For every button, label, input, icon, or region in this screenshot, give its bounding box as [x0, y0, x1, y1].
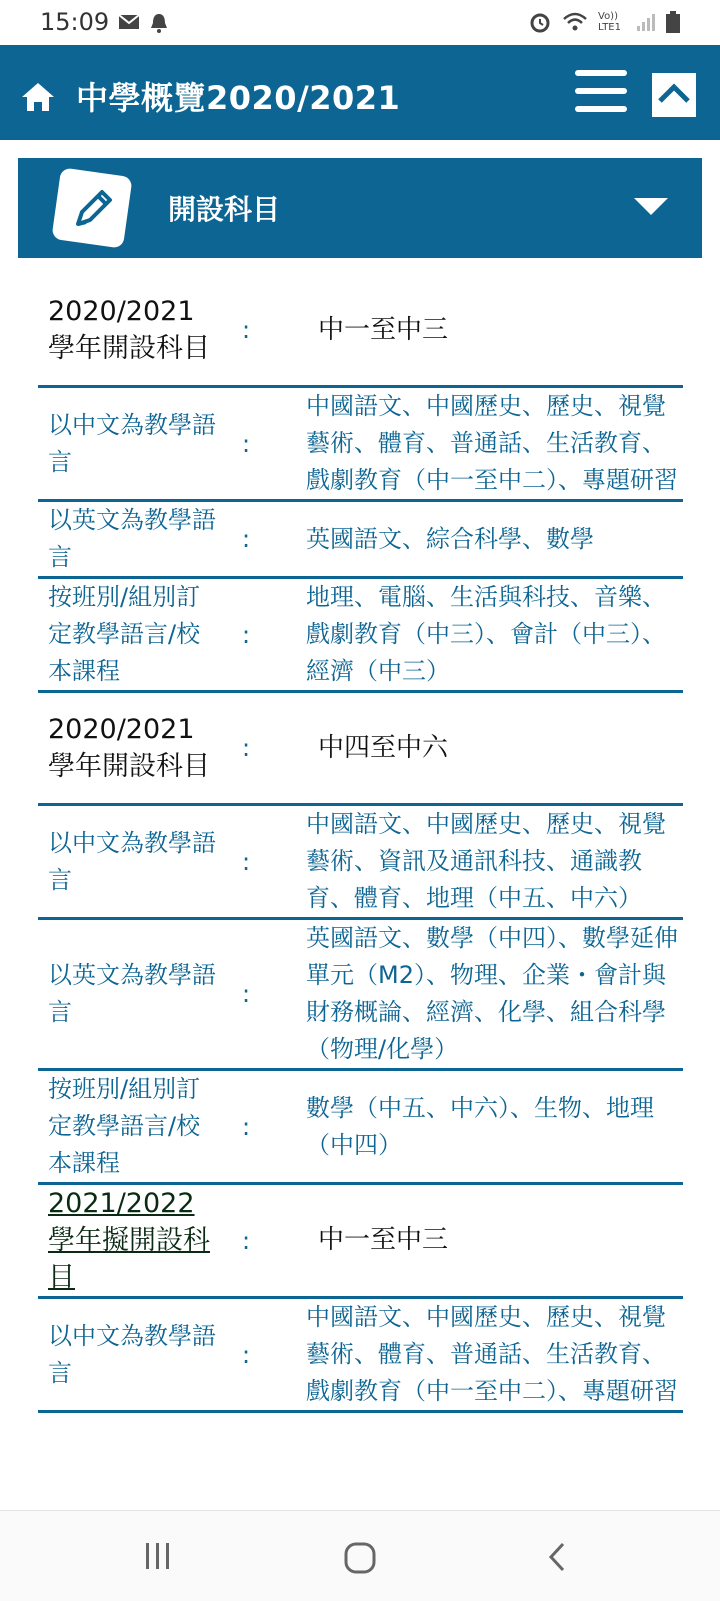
subject-row: [38, 1185, 683, 1299]
volte-label: Vo)) LTE1: [598, 11, 621, 33]
page-title: 中學概覽2020/2021: [76, 79, 401, 117]
pencil-icon: [51, 167, 132, 248]
row-colon: :: [242, 316, 251, 344]
row-value: 中一至中三: [318, 314, 449, 345]
subject-row: [38, 806, 683, 920]
home-circle-icon[interactable]: [343, 1541, 377, 1575]
recent-apps-icon[interactable]: [143, 1541, 173, 1571]
year-label: 2020/2021學年開設科目: [48, 296, 210, 364]
subject-row: [38, 502, 683, 579]
hamburger-menu-button[interactable]: [575, 70, 627, 116]
wifi-icon: [562, 11, 588, 33]
caret-down-icon: [634, 198, 668, 215]
row-label: 按班別/組別訂定教學語言/校本課程: [48, 1075, 201, 1177]
row-colon: :: [242, 620, 251, 649]
hamburger-menu-icon-bar-3: [575, 106, 627, 112]
row-value: 中國語文、中國歷史、歷史、視覺藝術、體育、普通話、生活教育、戲劇教育（中一至中二）、專題研習: [306, 1303, 678, 1405]
row-value: 英國語文、綜合科學、數學: [306, 524, 594, 553]
subject-row: [38, 1071, 683, 1185]
row-colon: :: [242, 1112, 251, 1141]
alarm-icon: [528, 10, 552, 34]
subject-row: [38, 920, 683, 1071]
status-left-icons: [118, 13, 168, 33]
row-colon: :: [242, 1226, 251, 1255]
row-value: 中國語文、中國歷史、歷史、視覺藝術、體育、普通話、生活教育、戲劇教育（中一至中二）、專題研習: [306, 392, 678, 494]
row-value: 英國語文、數學（中四）、數學延伸單元（M2）、物理、企業・會計與財務概論、經濟、化學、組合科學（物理/化學）: [306, 924, 678, 1063]
row-colon: :: [242, 429, 251, 458]
row-value: 地理、電腦、生活與科技、音樂、戲劇教育（中三）、會計（中三）、經濟（中三）: [306, 583, 666, 685]
subject-row: [38, 1299, 683, 1413]
battery-icon: [666, 11, 680, 33]
hamburger-menu-icon-bar-2: [575, 88, 627, 94]
signal-icon: [636, 12, 656, 32]
subject-row: [38, 579, 683, 693]
home-icon[interactable]: [20, 81, 56, 113]
row-colon: :: [242, 525, 251, 553]
row-label: 以中文為教學語言: [48, 828, 216, 894]
row-label: 以中文為教學語言: [48, 410, 216, 476]
row-colon: :: [242, 847, 251, 876]
status-bar: [0, 0, 720, 45]
subject-row: [38, 693, 683, 806]
row-value: 中國語文、中國歷史、歷史、視覺藝術、資訊及通訊科技、通識教育、體育、地理（中五、中六）: [306, 810, 666, 912]
navigation-bar: [0, 1510, 720, 1601]
row-colon: :: [242, 734, 251, 762]
status-time: 15:09: [40, 8, 110, 36]
row-label: 以中文為教學語言: [48, 1321, 216, 1387]
row-colon: :: [242, 1340, 251, 1369]
hamburger-menu-icon-bar-1: [575, 70, 627, 76]
status-right-icons: [528, 10, 680, 34]
section-title: 開設科目: [168, 193, 281, 226]
subjects-table: [38, 275, 683, 1413]
app-header: [0, 45, 720, 140]
row-value: 中四至中六: [318, 732, 449, 763]
year-label[interactable]: 2021/2022學年擬開設科目: [48, 1188, 210, 1293]
row-colon: :: [242, 980, 251, 1008]
row-label: 以英文為教學語言: [48, 506, 216, 571]
mail-icon: [118, 13, 140, 31]
chevron-up-icon: [652, 73, 696, 117]
row-label: 按班別/組別訂定教學語言/校本課程: [48, 583, 201, 685]
subjects-section-toggle[interactable]: [18, 158, 702, 258]
subject-row: [38, 275, 683, 388]
row-value: 數學（中五、中六）、生物、地理（中四）: [306, 1093, 654, 1159]
subject-row: [38, 388, 683, 502]
row-value: 中一至中三: [318, 1225, 449, 1255]
row-label: 以英文為教學語言: [48, 961, 216, 1026]
bell-icon: [150, 13, 168, 33]
back-icon[interactable]: [545, 1541, 569, 1573]
scroll-top-button[interactable]: [652, 73, 696, 117]
year-label: 2020/2021學年開設科目: [48, 714, 210, 782]
